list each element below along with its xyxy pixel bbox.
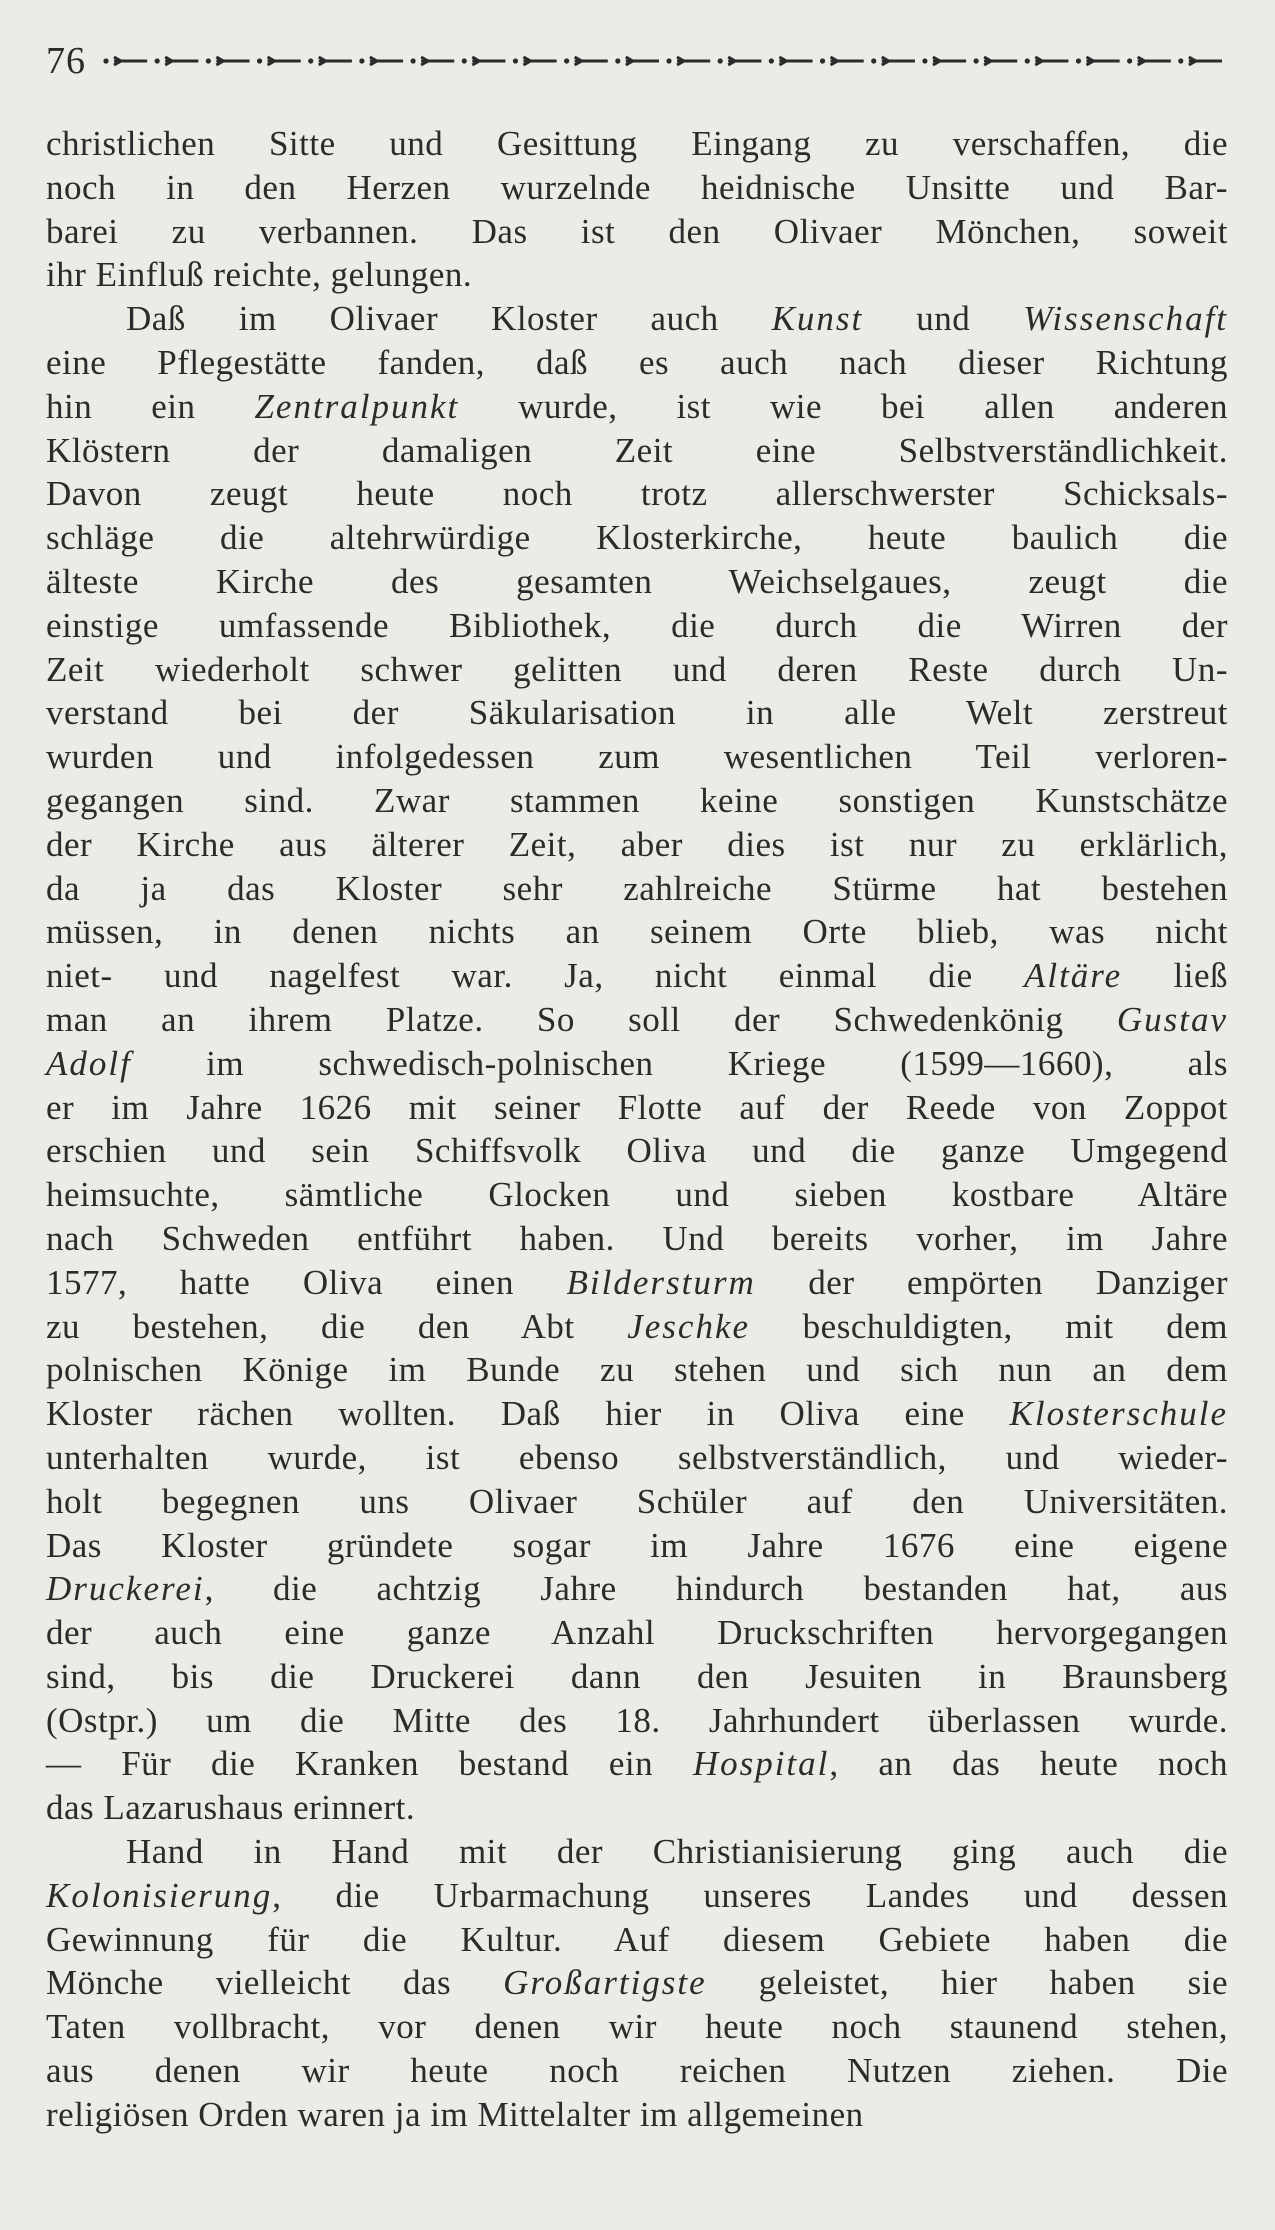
text-line: [46, 1392, 1228, 1436]
text-line: [46, 1655, 1228, 1699]
page-number: 76: [46, 40, 86, 82]
emphasized-term: Kunst: [771, 299, 864, 339]
text-line: [46, 691, 1228, 735]
line-text: müssen, in denen nichts an seinem Orte blieb, was nicht: [46, 912, 1228, 952]
line-text: barei zu verbannen. Das ist den Olivaer Mönchen, soweit: [46, 211, 1228, 251]
text-line: [46, 1874, 1228, 1918]
emphasized-term: Großartigste: [503, 1963, 707, 2003]
line-text: im schwedisch-polnischen Kriege (1599—1660), als: [131, 1043, 1228, 1083]
line-text: älteste Kirche des gesamten Weichselgaues, zeugt die: [46, 561, 1228, 601]
line-text: aus denen wir heute noch reichen Nutzen ziehen. Die: [46, 2051, 1228, 2091]
line-text: niet- und nagelfest war. Ja, nicht einmal die: [46, 956, 1024, 996]
line-text: Taten vollbracht, vor denen wir heute noch staunend stehen,: [46, 2007, 1228, 2047]
text-line: [46, 1786, 1228, 1830]
emphasized-term: Gustav: [1116, 999, 1228, 1039]
line-text: ihr Einfluß reichte, gelungen.: [46, 255, 473, 295]
emphasized-term: Hospital: [692, 1744, 830, 1784]
line-text: da ja das Kloster sehr zahlreiche Stürme hat bestehen: [46, 868, 1228, 908]
text-line: [46, 910, 1228, 954]
text-line: [46, 1086, 1228, 1130]
line-text: der empörten Danziger: [755, 1262, 1228, 1302]
text-line: [46, 1348, 1228, 1392]
emphasized-term: Wissenschaft: [1023, 299, 1229, 339]
line-text: man an ihrem Platze. So soll der Schwedenkönig: [46, 999, 1117, 1039]
text-line: [46, 1217, 1228, 1261]
text-line: [46, 1436, 1228, 1480]
line-text: und: [863, 299, 1024, 339]
line-text: wurden und infolgedessen zum wesentlichen Teil verloren-: [46, 737, 1228, 777]
text-line: [46, 954, 1228, 998]
line-text: (Ostpr.) um die Mitte des 18. Jahrhundert überlassen wurde.: [46, 1700, 1228, 1740]
line-text: der auch eine ganze Anzahl Druckschriften hervorgegangen: [46, 1613, 1228, 1653]
text-line: [46, 1830, 1228, 1874]
text-line: [46, 210, 1228, 254]
body-text: [46, 122, 1228, 2137]
line-text: , die achtzig Jahre hindurch bestanden hat, aus: [204, 1569, 1228, 1609]
line-text: , an das heute noch: [829, 1744, 1228, 1784]
line-text: Kloster rächen wollten. Daß hier in Oliva eine: [46, 1394, 1010, 1434]
line-text: Daß im Olivaer Kloster auch: [126, 299, 772, 339]
line-text: verstand bei der Säkularisation in alle Welt zerstreut: [46, 693, 1228, 733]
text-line: [46, 648, 1228, 692]
text-line: [46, 2049, 1228, 2093]
line-text: ließ: [1122, 956, 1229, 996]
text-line: [46, 779, 1228, 823]
line-text: unterhalten wurde, ist ebenso selbstverständlich, und wieder-: [46, 1437, 1228, 1477]
page-header: [46, 38, 1228, 84]
line-text: polnischen Könige im Bunde zu stehen und sich nun an dem: [46, 1350, 1228, 1390]
text-line: [46, 735, 1228, 779]
text-line: [46, 1305, 1228, 1349]
emphasized-term: Druckerei: [46, 1569, 205, 1609]
line-text: heimsuchte, sämtliche Glocken und sieben kostbare Altäre: [46, 1175, 1228, 1215]
line-text: einstige umfassende Bibliothek, die durch die Wirren der: [46, 605, 1228, 645]
text-line: [46, 560, 1228, 604]
emphasized-term: Altäre: [1023, 956, 1123, 996]
text-line: [46, 867, 1228, 911]
text-line: [46, 1961, 1228, 2005]
line-text: hin ein: [46, 386, 255, 426]
line-text: nach Schweden entführt haben. Und bereits vorher, im Jahre: [46, 1218, 1228, 1258]
text-line: [46, 166, 1228, 210]
text-line: [46, 385, 1228, 429]
text-line: [46, 1699, 1228, 1743]
line-text: Das Kloster gründete sogar im Jahre 1676 eine eigene: [46, 1525, 1228, 1565]
text-line: [46, 516, 1228, 560]
line-text: zu bestehen, die den Abt: [46, 1306, 628, 1346]
line-text: religiösen Orden waren ja im Mittelalter im allgemeinen: [46, 2094, 864, 2134]
text-line: [46, 297, 1228, 341]
text-line: [46, 1042, 1228, 1086]
emphasized-term: Jeschke: [627, 1306, 751, 1346]
text-line: [46, 429, 1228, 473]
line-text: eine Pflegestätte fanden, daß es auch nach dieser Richtung: [46, 342, 1228, 382]
text-line: [46, 1261, 1228, 1305]
text-line: [46, 1173, 1228, 1217]
line-text: holt begegnen uns Olivaer Schüler auf den Universitäten.: [46, 1481, 1228, 1521]
line-text: Mönche vielleicht das: [46, 1963, 504, 2003]
line-text: Gewinnung für die Kultur. Auf diesem Gebiete haben die: [46, 1919, 1228, 1959]
line-text: Hand in Hand mit der Christianisierung ging auch die: [126, 1832, 1228, 1872]
line-text: schläge die altehrwürdige Klosterkirche, heute baulich die: [46, 518, 1228, 558]
line-text: , die Urbarmachung unseres Landes und dessen: [272, 1875, 1228, 1915]
text-line: [46, 998, 1228, 1042]
emphasized-term: Klosterschule: [1009, 1394, 1228, 1434]
line-text: Klöstern der damaligen Zeit eine Selbstverständlichkeit.: [46, 430, 1228, 470]
line-text: 1577, hatte Oliva einen: [46, 1262, 567, 1302]
text-line: [46, 2093, 1228, 2137]
line-text: wurde, ist wie bei allen anderen: [459, 386, 1229, 426]
line-text: gegangen sind. Zwar stammen keine sonstigen Kunstschätze: [46, 780, 1228, 820]
line-text: Davon zeugt heute noch trotz allerschwerster Schicksals-: [46, 474, 1228, 514]
text-line: [46, 1524, 1228, 1568]
text-line: [46, 1611, 1228, 1655]
line-text: das Lazarushaus erinnert.: [46, 1788, 416, 1828]
line-text: sind, bis die Druckerei dann den Jesuiten in Braunsberg: [46, 1656, 1228, 1696]
text-line: [46, 604, 1228, 648]
text-line: [46, 472, 1228, 516]
text-line: [46, 1918, 1228, 1962]
text-line: [46, 122, 1228, 166]
emphasized-term: Kolonisierung: [46, 1875, 273, 1915]
emphasized-term: Zentralpunkt: [254, 386, 460, 426]
text-line: [46, 1742, 1228, 1786]
line-text: erschien und sein Schiffsvolk Oliva und die ganze Umgegend: [46, 1131, 1228, 1171]
text-line: [46, 341, 1228, 385]
line-text: der Kirche aus älterer Zeit, aber dies ist nur zu erklärlich,: [46, 824, 1228, 864]
line-text: beschuldigten, mit dem: [750, 1306, 1228, 1346]
line-text: christlichen Sitte und Gesittung Eingang zu verschaffen, die: [46, 124, 1228, 163]
line-text: geleistet, hier haben sie: [706, 1963, 1229, 2003]
line-text: — Für die Kranken bestand ein: [46, 1744, 693, 1784]
text-line: [46, 1129, 1228, 1173]
text-line: [46, 2005, 1228, 2049]
text-line: [46, 1480, 1228, 1524]
text-line: [46, 253, 1228, 297]
header-ornament-rule: [102, 38, 1228, 84]
line-text: noch in den Herzen wurzelnde heidnische Unsitte und Bar-: [46, 167, 1228, 207]
line-text: Zeit wiederholt schwer gelitten und deren Reste durch Un-: [46, 649, 1228, 689]
emphasized-term: Adolf: [46, 1043, 132, 1083]
line-text: er im Jahre 1626 mit seiner Flotte auf der Reede von Zoppot: [46, 1087, 1228, 1127]
text-line: [46, 823, 1228, 867]
emphasized-term: Bildersturm: [566, 1262, 756, 1302]
text-line: [46, 1567, 1228, 1611]
